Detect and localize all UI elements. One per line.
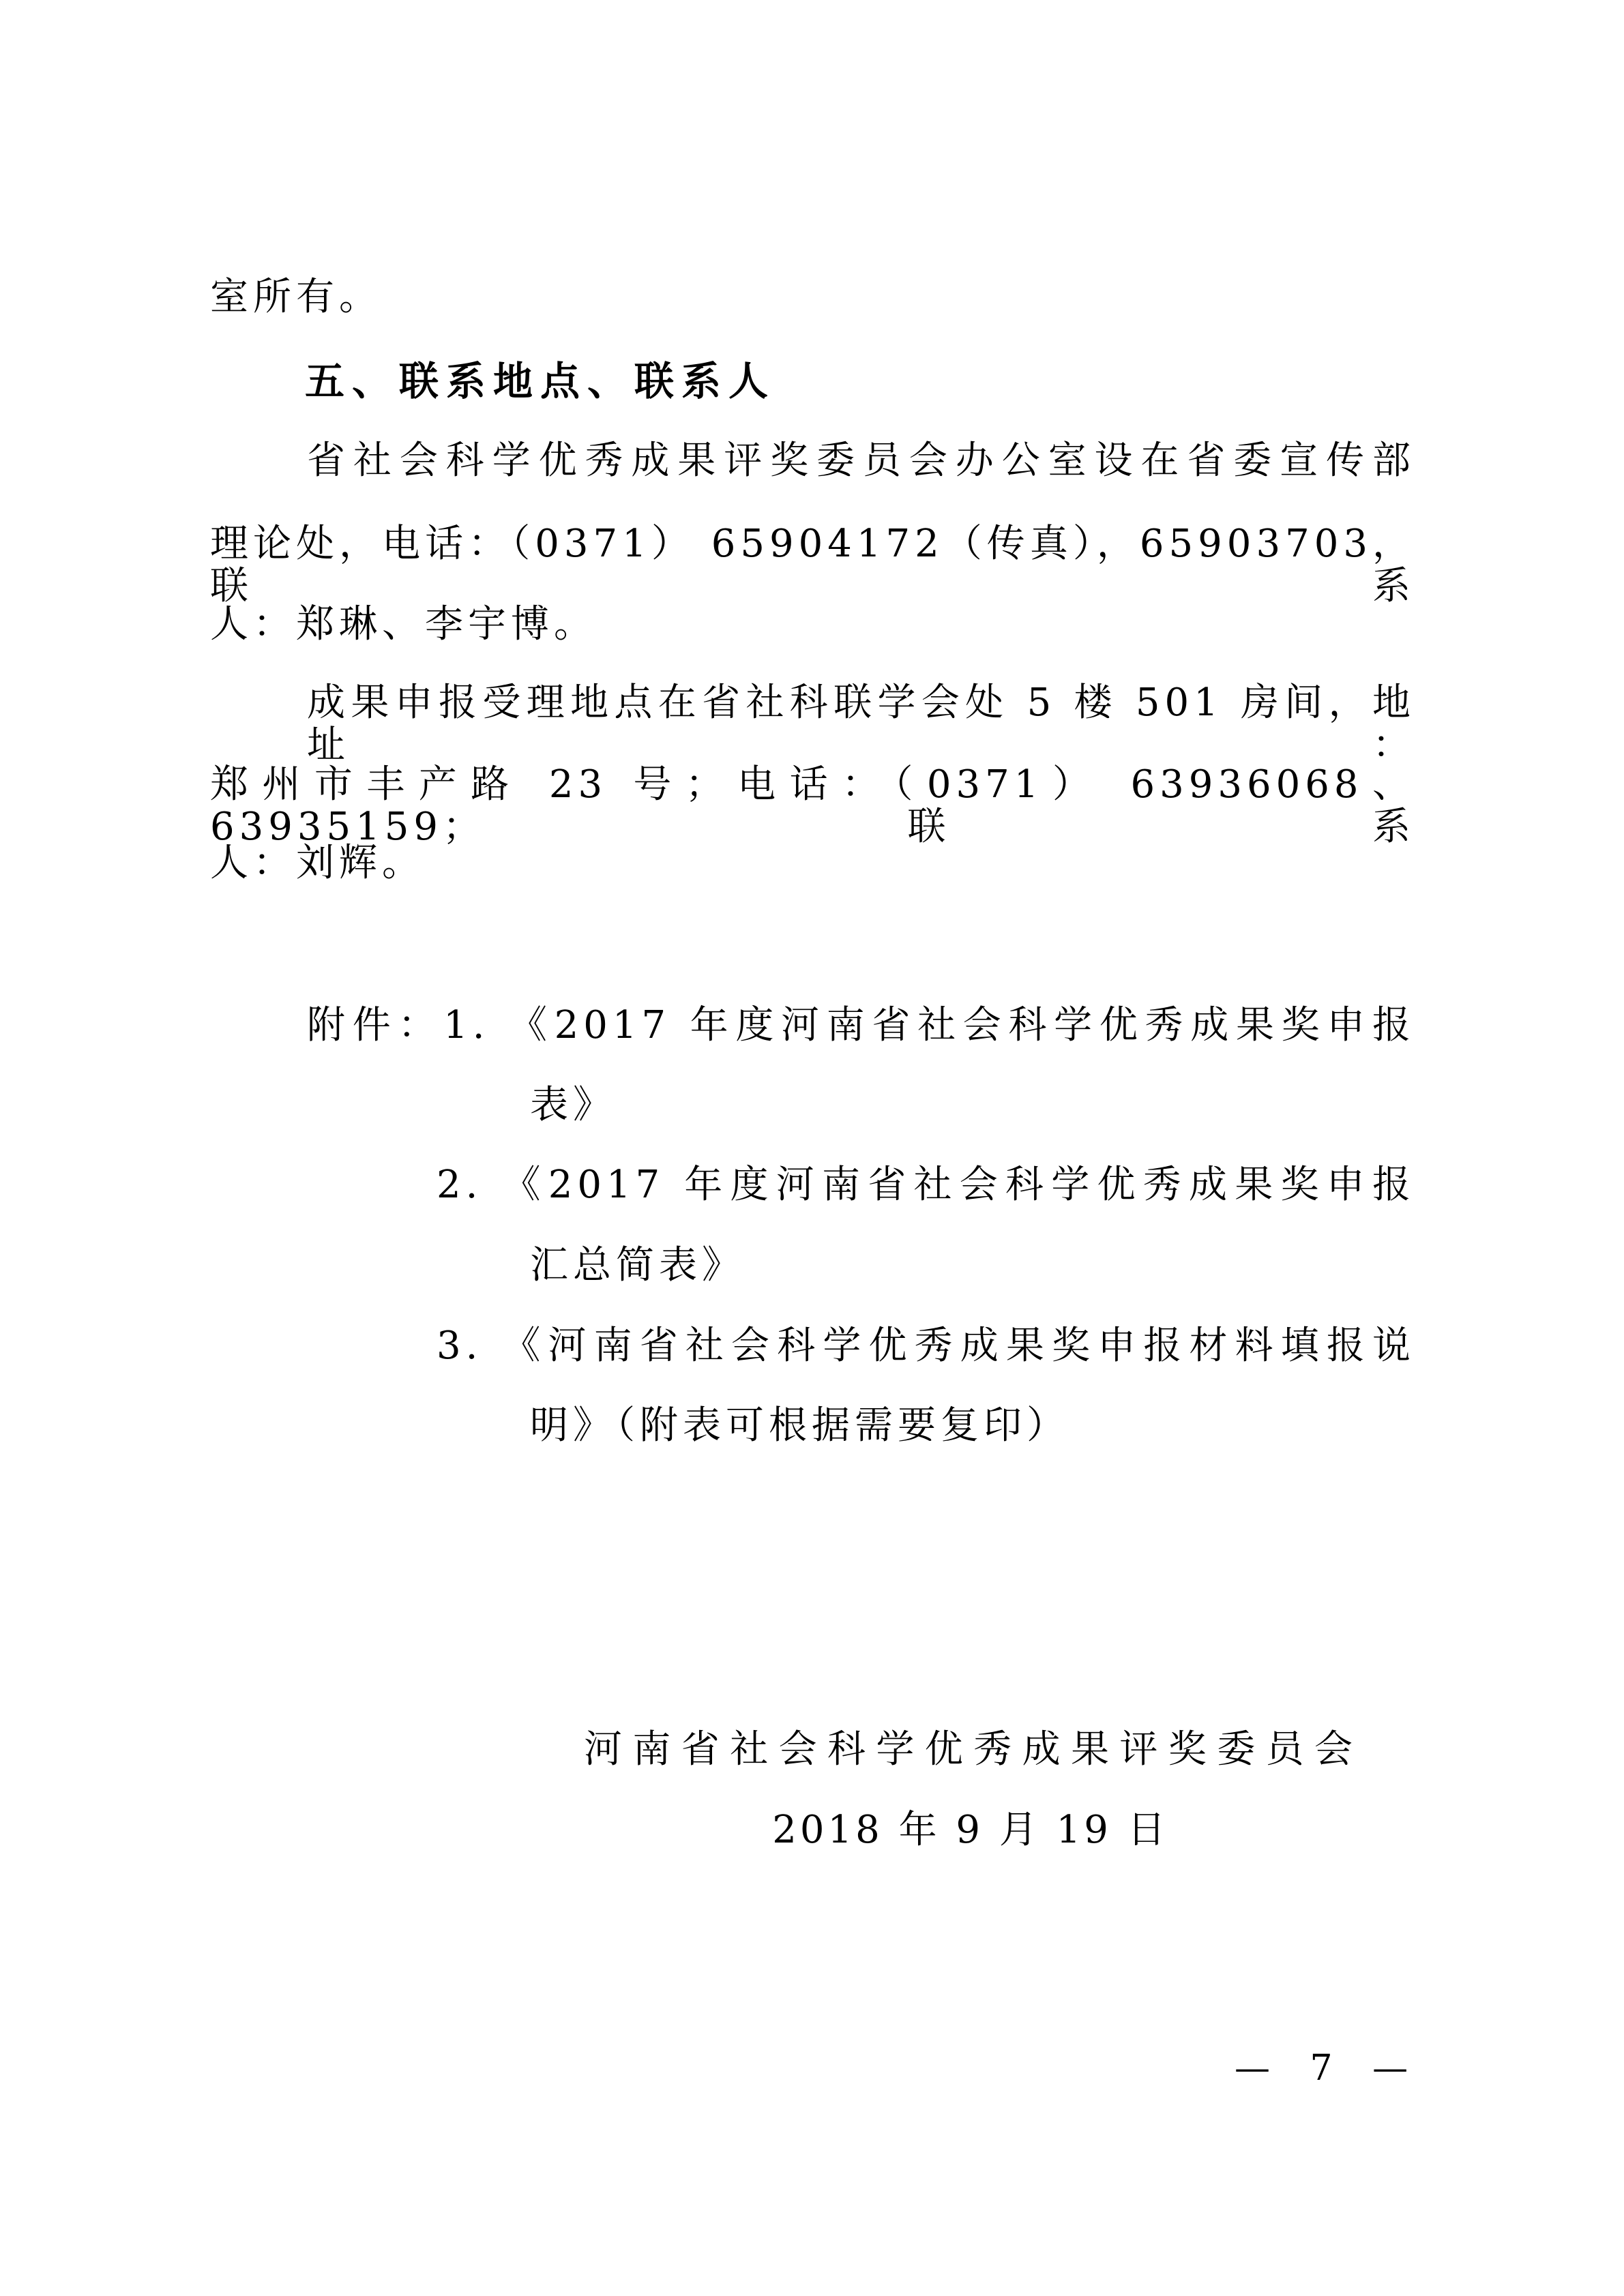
paragraph1-line1: 省社会科学优秀成果评奖委员会办公室设在省委宣传部 [307, 438, 1415, 483]
attachment-list-line2: 表》 [530, 1083, 616, 1127]
section-heading: 五、联系地点、联系人 [305, 358, 776, 404]
attachment-list-line6: 明》（附表可根据需要复印） [530, 1403, 1069, 1448]
paragraph1-line2: 理论处，电话：（0371） 65904172（传真），65903703，联系 [210, 522, 1415, 608]
paragraph2-line2: 郑州市丰产路 23 号；电话：（0371） 63936068、63935159；联系 [210, 762, 1415, 849]
paragraph-continuation-line: 室所有。 [210, 275, 382, 319]
attachment-list-line4: 汇总简表》 [530, 1243, 745, 1287]
attachment-list-line1: 附件：1. 《2017 年度河南省社会科学优秀成果奖申报 [307, 1003, 1415, 1047]
signature-date: 2018 年 9 月 19 日 [772, 1808, 1169, 1852]
paragraph2-line3: 人：刘辉。 [210, 841, 425, 885]
paragraph1-line3: 人：郑琳、李宇博。 [210, 602, 597, 646]
paragraph2-line1: 成果申报受理地点在省社科联学会处 5 楼 501 房间，地址： [307, 681, 1415, 767]
attachment-list-line3: 2. 《2017 年度河南省社会科学优秀成果奖申报 [437, 1163, 1415, 1207]
signature-organization: 河南省社会科学优秀成果评奖委员会 [584, 1727, 1357, 1772]
page-number-footer: — 7 — [1235, 2048, 1410, 2089]
attachment-list-line5: 3. 《河南省社会科学优秀成果奖申报材料填报说 [437, 1324, 1415, 1368]
